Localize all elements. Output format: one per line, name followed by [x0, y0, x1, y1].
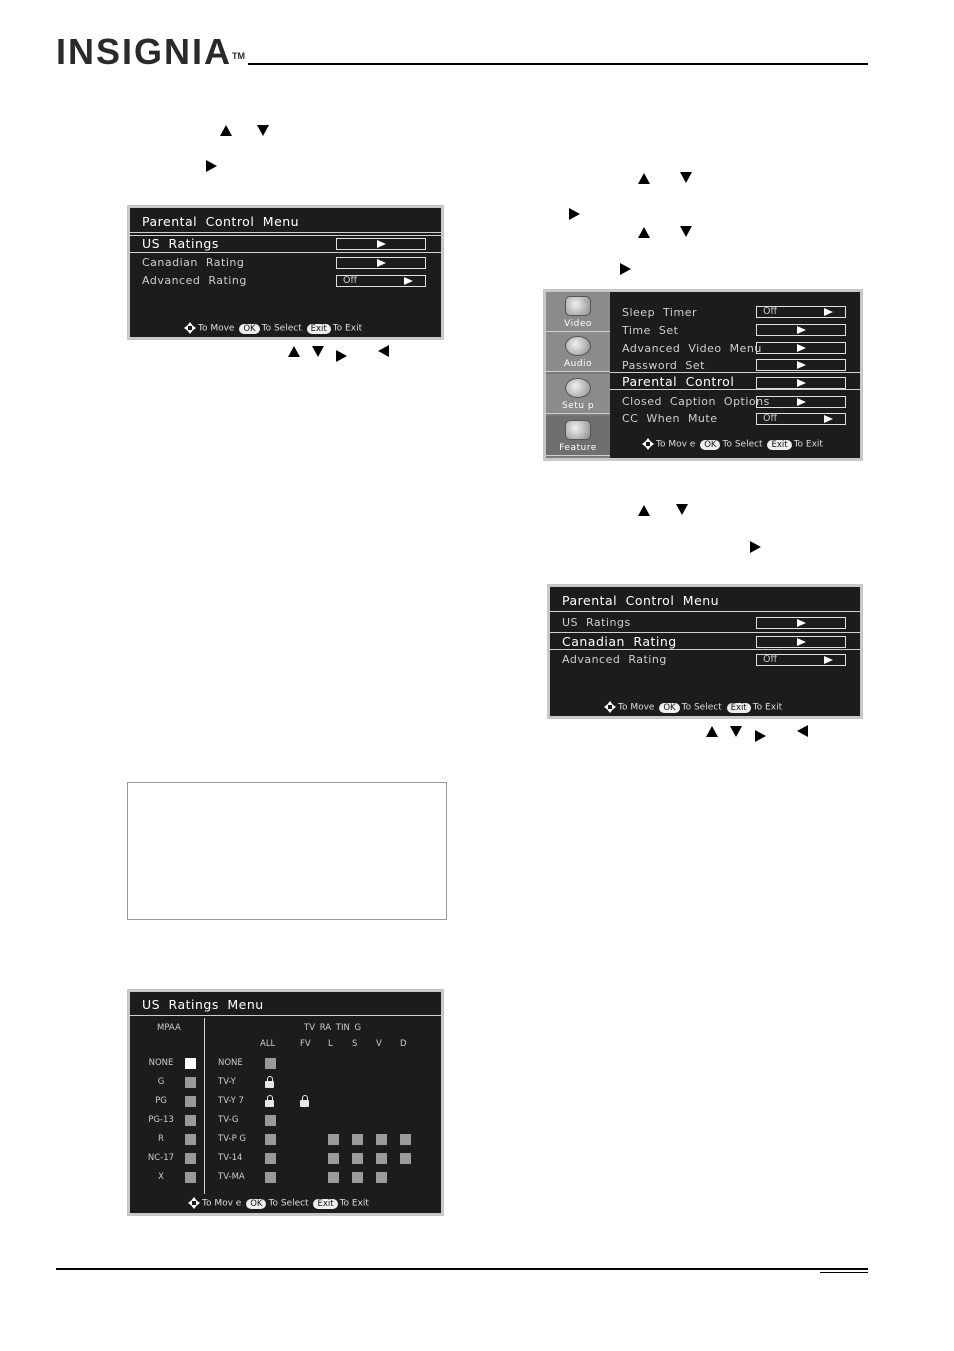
right-arrow-icon [750, 541, 761, 553]
mpaa-rating-label: NONE [148, 1058, 174, 1068]
up-arrow-icon [638, 227, 650, 238]
right-arrow-icon [336, 350, 347, 362]
closed-caption-field[interactable] [756, 396, 846, 408]
menu-footer: To Mov e OK To Select Exit To Exit [188, 1197, 369, 1209]
navigate-icon [184, 322, 196, 334]
lock-icon[interactable] [300, 1100, 309, 1107]
menu-item-time-set[interactable]: Time Set [622, 324, 679, 337]
tv-rating-checkbox[interactable] [265, 1134, 276, 1145]
navigate-icon [604, 701, 616, 713]
menu-title: US Ratings Menu [142, 997, 264, 1012]
left-arrow-icon [378, 345, 389, 357]
note-box [127, 782, 447, 920]
mpaa-rating-label: PG-13 [148, 1115, 174, 1125]
menu-footer: To Move OK To Select Exit To Exit [604, 701, 782, 713]
us-ratings-field[interactable] [336, 238, 426, 250]
tv-rating-checkbox[interactable] [328, 1153, 339, 1164]
up-arrow-icon [706, 726, 718, 737]
advanced-video-field[interactable] [756, 342, 846, 354]
mpaa-rating-checkbox[interactable] [185, 1172, 196, 1183]
up-arrow-icon [288, 346, 300, 357]
down-arrow-icon [257, 125, 269, 136]
navigate-icon [188, 1197, 200, 1209]
header-rule [248, 63, 868, 65]
mpaa-header: MPAA [157, 1023, 181, 1033]
tab-audio[interactable]: Audio [546, 332, 610, 372]
menu-item-us-ratings[interactable]: US Ratings [142, 236, 219, 251]
tv-rating-label: TV-P G [218, 1134, 246, 1144]
menu-item-parental-control[interactable]: Parental Control [622, 374, 735, 389]
menu-item-advanced-rating[interactable]: Advanced Rating [562, 653, 667, 666]
tv-rating-label: TV-G [218, 1115, 239, 1125]
up-arrow-icon [638, 505, 650, 516]
time-set-field[interactable] [756, 324, 846, 336]
canadian-rating-field[interactable] [756, 636, 846, 648]
gear-icon [565, 378, 591, 398]
parental-control-menu-screen [127, 205, 444, 340]
tv-column-header: L [328, 1039, 333, 1049]
tv-rating-checkbox[interactable] [400, 1134, 411, 1145]
mpaa-rating-label: X [158, 1172, 164, 1182]
mpaa-rating-label: PG [155, 1096, 167, 1106]
tv-rating-checkbox[interactable] [328, 1172, 339, 1183]
tv-rating-label: TV-Y 7 [218, 1096, 244, 1106]
lock-icon[interactable] [265, 1100, 274, 1107]
menu-title: Parental Control Menu [562, 593, 720, 608]
mpaa-rating-checkbox[interactable] [185, 1153, 196, 1164]
menu-item-password-set[interactable]: Password Set [622, 359, 705, 372]
mpaa-rating-checkbox[interactable] [185, 1115, 196, 1126]
tv-rating-checkbox[interactable] [265, 1058, 276, 1069]
mpaa-rating-label: R [158, 1134, 164, 1144]
tv-column-header: D [400, 1039, 407, 1049]
tv-rating-checkbox[interactable] [352, 1153, 363, 1164]
up-arrow-icon [638, 173, 650, 184]
tv-rating-label: TV-14 [218, 1153, 243, 1163]
tv-rating-checkbox[interactable] [376, 1153, 387, 1164]
video-icon [565, 296, 591, 316]
advanced-rating-field[interactable]: Off [756, 654, 846, 666]
feature-icon [565, 420, 591, 440]
cc-when-mute-field[interactable]: Off [756, 413, 846, 425]
speaker-icon [565, 336, 591, 356]
mpaa-rating-checkbox[interactable] [185, 1058, 196, 1069]
tv-rating-checkbox[interactable] [265, 1115, 276, 1126]
tv-column-header: V [376, 1039, 382, 1049]
tv-rating-label: NONE [218, 1058, 243, 1068]
menu-item-closed-caption[interactable]: Closed Caption Options [622, 395, 770, 408]
tv-rating-checkbox[interactable] [328, 1134, 339, 1145]
mpaa-rating-label: G [157, 1077, 165, 1087]
left-arrow-icon [797, 725, 808, 737]
down-arrow-icon [312, 346, 324, 357]
tv-column-header: ALL [260, 1039, 276, 1049]
tv-rating-checkbox[interactable] [265, 1153, 276, 1164]
menu-item-cc-when-mute[interactable]: CC When Mute [622, 412, 718, 425]
menu-item-canadian-rating[interactable]: Canadian Rating [142, 256, 245, 269]
tv-rating-label: TV-Y [218, 1077, 236, 1087]
menu-item-advanced-video-menu[interactable]: Advanced Video Menu [622, 342, 762, 355]
lock-icon[interactable] [265, 1081, 274, 1088]
menu-footer: To Mov e OK To Select Exit To Exit [642, 438, 823, 450]
footer-rule-accent [820, 1272, 868, 1273]
navigate-icon [642, 438, 654, 450]
title-divider [550, 611, 860, 612]
menu-item-sleep-timer[interactable]: Sleep Timer [622, 306, 697, 319]
right-arrow-icon [620, 263, 631, 275]
title-divider [130, 232, 441, 233]
down-arrow-icon [730, 726, 742, 737]
mpaa-rating-checkbox[interactable] [185, 1077, 196, 1088]
column-divider [204, 1018, 205, 1194]
tv-rating-checkbox[interactable] [265, 1172, 276, 1183]
menu-item-us-ratings[interactable]: US Ratings [562, 616, 631, 629]
tv-rating-label: TV-MA [218, 1172, 245, 1182]
sleep-timer-field[interactable]: Off [756, 306, 846, 318]
mpaa-rating-label: NC-17 [147, 1153, 175, 1163]
parental-control-field[interactable] [756, 377, 846, 389]
us-ratings-field[interactable] [756, 617, 846, 629]
tv-rating-checkbox[interactable] [400, 1153, 411, 1164]
tab-setup[interactable]: Setu p [546, 374, 610, 414]
password-set-field[interactable] [756, 359, 846, 371]
right-arrow-icon [206, 160, 217, 172]
tv-rating-checkbox[interactable] [376, 1172, 387, 1183]
right-arrow-icon [569, 208, 580, 220]
tab-feature[interactable]: Feature [546, 416, 610, 456]
advanced-rating-field[interactable]: Off [336, 275, 426, 287]
menu-sidebar [546, 292, 610, 458]
insignia-logo: INSIGNIA™ [56, 31, 246, 72]
tv-rating-checkbox[interactable] [376, 1134, 387, 1145]
tv-rating-header: TV RA TIN G [304, 1023, 362, 1033]
tab-video[interactable]: Video [546, 292, 610, 332]
tv-rating-checkbox[interactable] [352, 1172, 363, 1183]
menu-footer: To Move OK To Select Exit To Exit [184, 322, 362, 334]
down-arrow-icon [676, 504, 688, 515]
mpaa-rating-checkbox[interactable] [185, 1096, 196, 1107]
menu-item-canadian-rating[interactable]: Canadian Rating [562, 634, 677, 649]
parental-control-menu-screen-canadian [547, 584, 863, 719]
menu-title: Parental Control Menu [142, 214, 300, 229]
down-arrow-icon [680, 226, 692, 237]
feature-menu-screen [543, 289, 863, 461]
up-arrow-icon [220, 125, 232, 136]
title-divider [130, 1015, 441, 1016]
down-arrow-icon [680, 172, 692, 183]
right-arrow-icon [755, 730, 766, 742]
menu-item-advanced-rating[interactable]: Advanced Rating [142, 274, 247, 287]
footer-rule [56, 1268, 868, 1270]
tv-column-header: S [352, 1039, 358, 1049]
us-ratings-menu-screen [127, 989, 444, 1216]
tv-rating-checkbox[interactable] [352, 1134, 363, 1145]
canadian-rating-field[interactable] [336, 257, 426, 269]
mpaa-rating-checkbox[interactable] [185, 1134, 196, 1145]
tv-column-header: FV [300, 1039, 311, 1049]
